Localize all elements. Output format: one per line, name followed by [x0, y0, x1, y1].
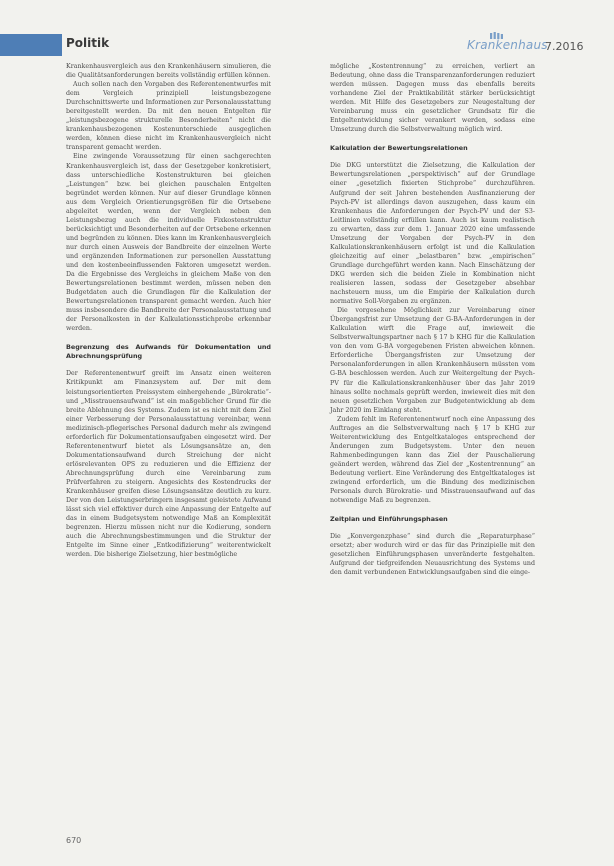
right-paragraph-3: Die vorgesehene Möglichkeit zur Vereinbarung einer Übergangsfrist zur Umsetzung der G-BA-Anforderungen in der Kalkulation wirft die Frage auf, inwieweit die Selbstverwaltungspartner nach § 17 b KHG für die Kalkulation von den vom G-BA vorgegebenen Fristen abweichen können. Erforderliche Übergangsfristen zur Umsetzung der Personalanforderungen in allen Krankenhäusern müssten vom G-BA beschlossen werden. Auch zur Weitergeltung der Psych-PV für die Kalkulationskrankenhäuser über das Jahr 2019 hinaus sollte nochmals geprüft werden, inwieweit dies mit den neuen gesetzlichen Vorgaben zur Budgetentwicklung ab dem Jahr 2020 im Einklang steht. [330, 307, 535, 414]
left-column [66, 62, 271, 559]
magazine-name: Krankenhaus [467, 38, 548, 52]
right-paragraph-2: Die DKG unterstützt die Zielsetzung, die Kalkulation der Bewertungsrelationen „perspektivisch“ auf der Grundlage einer „gesetzlich fixierten Stichprobe“ durchzuführen. Aufgrund der seit Jahren bestehenden Ausfinanzierung der Psych-PV ist allerdings davon auszugehen, dass kaum ein Krankenhaus die Anforderungen der Psych-PV und der S3-Leitlinien vollständig erfüllen kann. Auch ist kaum realistisch zu erwarten, dass zur dem 1. Januar 2020 eine umfassende Umsetzung der Vorgaben der Psych-PV in den Kalkulationskrankenhäusern erfolgt ist und die Kalkulation gleichzeitig auf einer „belastbaren“ bzw. „empirischen“ Grundlage durchgeführt werden kann. Nach Einschätzung der DKG werden sich die beiden Ziele in Kombination nicht realisieren lassen, sodass der Gesetzgeber absehbar nachsteuern muss, um die Empirie der Kalkulation durch normative Soll-Vorgaben zu ergänzen. [330, 162, 535, 306]
right-subheading-1: Kalkulation der Bewertungsrelationen [330, 144, 468, 153]
left-paragraph-2: Auch sollen nach den Vorgaben des Referentenentwurfes mit dem Vergleich prinzipiell leistungsbezogene Durchschnittswerte und Informationen zur Personalausstattung bereitgestellt werden. Da mit den neuen Entgelten für „leistungsbezogene strukturelle Besonderheiten“ nicht die krankenhausbezogenen Kostenunterschiede ausgeglichen werden, können diese nicht im Krankenhausvergleich nicht transparent gemacht werden. [66, 81, 271, 152]
left-subheading: Begrenzung des Aufwands für Dokumentation und Abrechnungsprüfung [66, 343, 271, 361]
right-column [330, 62, 535, 577]
left-paragraph-3: Eine zwingende Voraussetzung für einen sachgerechten Krankenhausvergleich ist, dass der Gesetzgeber konkretisiert, dass unterschiedliche Kostenstrukturen bei gleichen „Leistungen“ bzw. bei gleichen pauschalen Entgelten begründet werden können. Nur auf dieser Grundlage können aus dem Vergleich Orientierungsgrößen für die Ortsebene abgeleitet werden, wenn der Vergleich neben den Leistungsbezug auch die individuelle Fixkostenstruktur berücksichtigt und Besonderheiten auf der Ortsebene erkennen und begründen zu können. Dies kann im Krankenhausvergleich nur durch einen Ausweis der Bandbreite der einzelnen Werte und ergänzenden Informationen zur personellen Ausstattung und den kostenbeeinflussenden Faktoren umgesetzt werden. Da die Ergebnisse des Vergleichs in gleichem Maße von den Bewertungsrelationen bestimmt werden, müssen neben den Budgetdaten auch die Grundlagen für die Kalkulation der Bewertungsrelationen transparent gemacht werden. Auch hier muss insbesondere die Bandbreite der Personalausstattung und der Personalkosten in der Kalkulationsstichprobe erkennbar werden. [66, 153, 271, 333]
section-color-tab [0, 34, 62, 56]
right-paragraph-4: Zudem fehlt im Referentenentwurf noch eine Anpassung des Auftrages an die Selbstverwaltung nach § 17 b KHG zur Weiterentwicklung des Entgeltkataloges entsprechend der Änderungen zum Budgetsystem. Unter den neuen Rahmenbedingungen kann das Ziel der Pauschalierung geändert werden, während das Ziel der „Kostentrennung“ an Bedeutung verliert. Eine Veränderung des Entgeltkataloges ist zwingend erforderlich, um die Bindung des medizinischen Personals durch Bürokratie- und Misstrauensaufwand auf das notwendige Maß zu begrenzen. [330, 415, 535, 505]
section-title: Politik [66, 36, 110, 50]
page-header [0, 34, 614, 56]
page-number: 670 [66, 836, 82, 845]
right-paragraph-1: mögliche „Kostentrennung“ zu erreichen, verliert an Bedeutung, ohne dass die Transparenzanforderungen reduziert werden müssen. Dagegen muss das ebenfalls bereits vorhandene Ziel der Praktikabilität stärker berücksichtigt werden. Mit Hilfe des Gesetzgebers zur Neugestaltung der Vereinbarung muss ein gesetzlicher Grundsatz für die Entgeltentwicklung sicher verankert werden, sodass eine Umsetzung durch die Selbstverwaltung möglich wird. [330, 63, 535, 134]
right-subheading-2: Zeitplan und Einführungsphasen [330, 515, 448, 524]
right-paragraph-5: Die „Konvergenzphase“ sind durch die „Reparaturphase“ ersetzt; aber wodurch wird er das für das Prinzipielle mit den gesetzlichen Einführungsphasen unveränderte festgehalten. Aufgrund der tiefgreifenden Neuausrichtung des Systems und den damit verbundenen Entwicklungsaufgaben sind die einge- [330, 533, 535, 577]
left-paragraph-1: Krankenhausvergleich aus den Krankenhäusern simulieren, die die Qualitätsanforderungen bereits vollständig erfüllen können. [66, 63, 271, 80]
magazine-logo [467, 38, 548, 58]
left-paragraph-4: Der Referentenentwurf greift im Ansatz einen weiteren Kritikpunkt am Finanzsystem auf. Der mit dem leistungsorientierten Preissystem einhergehende „Bürokratie“- und „Misstrauensaufwand“ ist ein maßgeblicher Grund für die breite Ablehnung des Systems. Zudem ist es nicht mit dem Ziel einer Verbesserung der Personalausstattung vereinbar, wenn medizinisch-pflegerisches Personal dadurch mehr als zwingend erforderlich für Dokumentationsaufgaben eingesetzt wird. Der Referentenentwurf bietet als Lösungsansätze an, den Dokumentationsaufwand durch Streichung der nicht erlösrelevanten OPS zu reduzieren und die Effizienz der Abrechnungsprüfung durch eine Vereinbarung zum Prüfverfahren zu steigern. Angesichts des Kostendrucks der Krankenhäuser greifen diese Lösungsansätze deutlich zu kurz. Der von den Leistungserbringern insgesamt geleistete Aufwand lässt sich viel effektiver durch eine Anpassung der Entgelte auf das in einem Budgetsystem notwendige Maß an Komplexität begrenzen. Hierzu müssen nicht nur die Kodierung, sondern auch die Abrechnungsbestimmungen und die Struktur der Entgelte im Sinne einer „Entkodifizierung“ weiterentwickelt werden. Die bisherige Zielsetzung, hier bestmögliche [66, 370, 271, 559]
issue-number: 7.2016 [545, 40, 584, 53]
